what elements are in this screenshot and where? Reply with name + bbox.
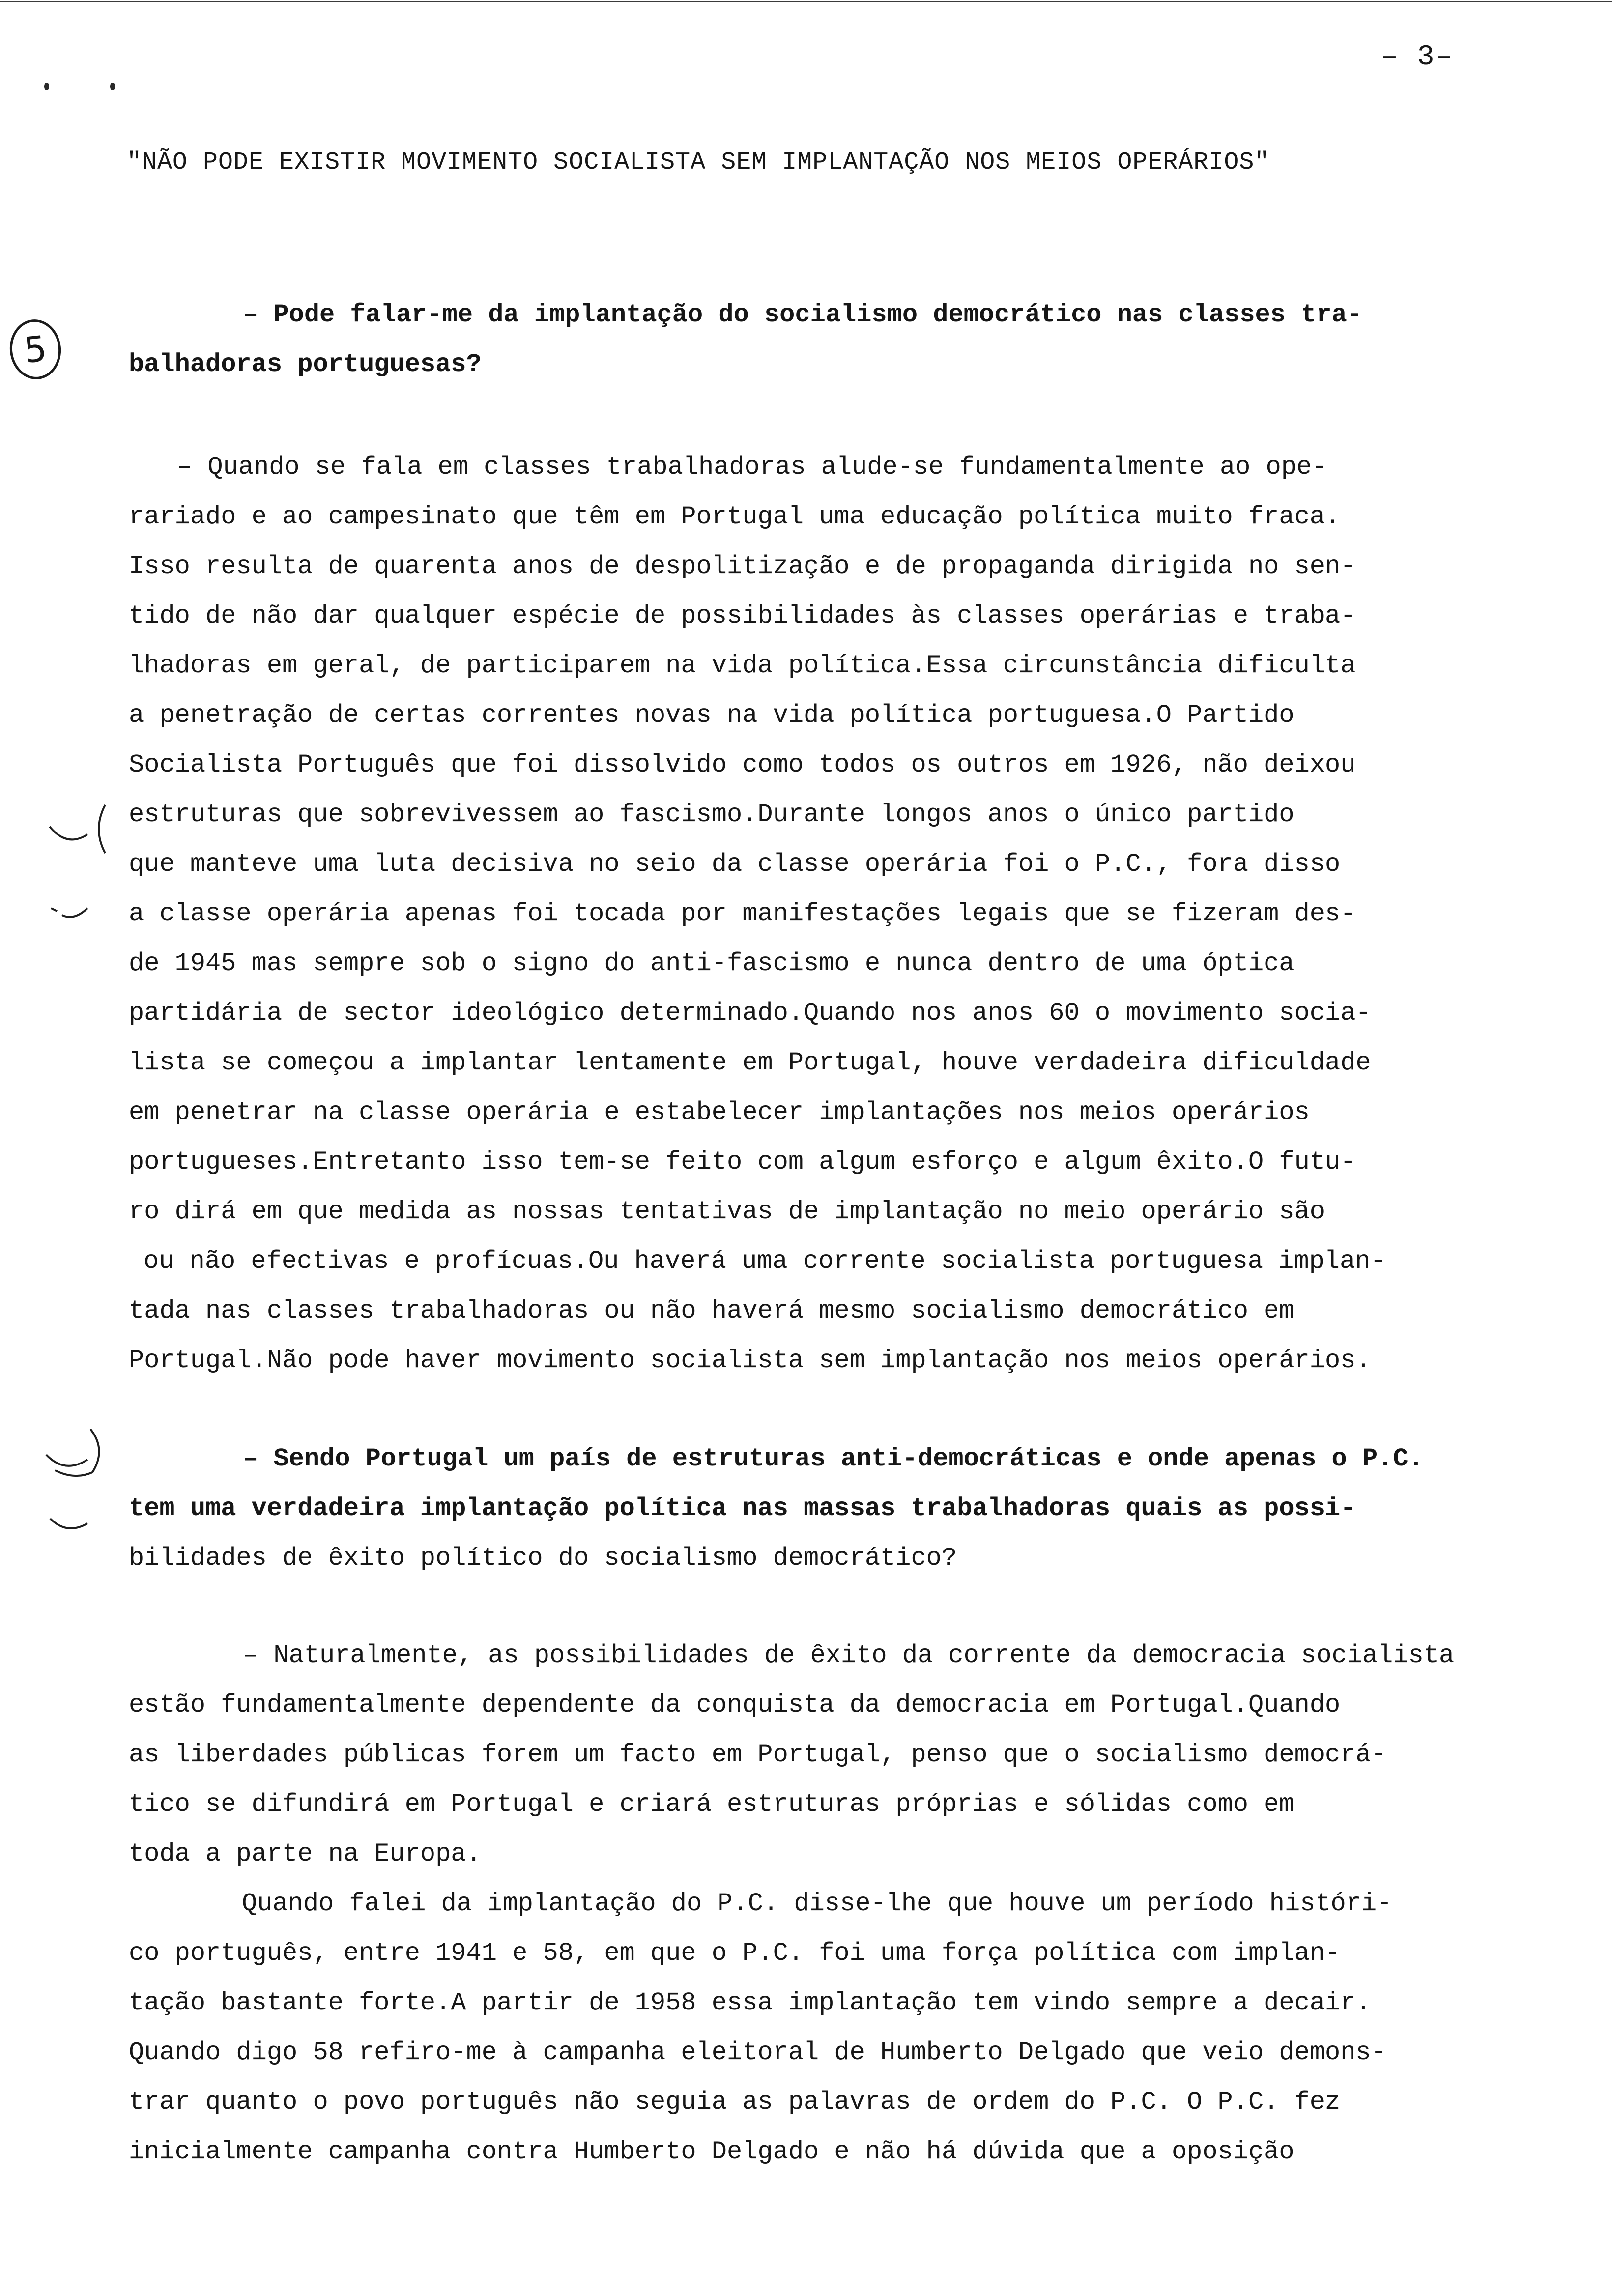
interview-answer	[129, 442, 1579, 1385]
text-line: portugueses.Entretanto isso tem-se feito com algum esforço e algum êxito.O futu-	[129, 1148, 1356, 1177]
text-line: Quando digo 58 refiro-me à campanha eleitoral de Humberto Delgado que veio demons-	[129, 2038, 1386, 2067]
text-line: – Pode falar-me da implantação do socialismo democrático nas classes tra-	[243, 300, 1362, 329]
margin-tick-mark	[47, 1514, 91, 1538]
text-line: Quando falei da implantação do P.C. disse-lhe que houve um período históri-	[242, 1889, 1392, 1918]
text-line: inicialmente campanha contra Humberto Delgado e não há dúvida que a oposição	[129, 2137, 1295, 2166]
page-title: "NÃO PODE EXISTIR MOVIMENTO SOCIALISTA SEM IMPLANTAÇÃO NOS MEIOS OPERÁRIOS"	[127, 148, 1270, 176]
interview-question	[129, 1434, 1579, 1583]
text-line: Isso resulta de quarenta anos de despolitização e de propaganda dirigida no sen-	[129, 552, 1356, 581]
text-line: – Sendo Portugal um país de estruturas anti-democráticas e onde apenas o P.C.	[243, 1444, 1424, 1473]
text-line: bilidades de êxito político do socialismo democrático?	[129, 1544, 957, 1573]
text-line: tido de não dar qualquer espécie de possibilidades às classes operárias e traba-	[129, 602, 1356, 631]
punch-mark	[44, 83, 49, 90]
text-line: em penetrar na classe operária e estabelecer implantações nos meios operários	[129, 1098, 1310, 1127]
text-line: Portugal.Não pode haver movimento socialista sem implantação nos meios operários.	[129, 1346, 1371, 1375]
margin-tick-mark	[47, 904, 91, 924]
text-line: lhadoras em geral, de participarem na vida política.Essa circunstância dificulta	[129, 651, 1356, 680]
text-line: de 1945 mas sempre sob o signo do anti-fascismo e nunca dentro de uma óptica	[129, 949, 1295, 978]
text-line: ro dirá em que medida as nossas tentativas de implantação no meio operário são	[129, 1197, 1325, 1226]
text-line: a classe operária apenas foi tocada por manifestações legais que se fizeram des-	[129, 899, 1356, 928]
text-line: tada nas classes trabalhadoras ou não haverá mesmo socialismo democrático em	[129, 1296, 1295, 1325]
margin-tick-mark	[47, 821, 91, 850]
punch-mark	[110, 83, 115, 90]
text-line: as liberdades públicas forem um facto em Portugal, penso que o socialismo democrá-	[129, 1740, 1386, 1769]
text-line: trar quanto o povo português não seguia as palavras de ordem do P.C. O P.C. fez	[129, 2088, 1341, 2117]
page-number: – 3–	[1381, 41, 1454, 73]
text-line: partidária de sector ideológico determinado.Quando nos anos 60 o movimento socia-	[129, 999, 1371, 1028]
text-line: – Quando se fala em classes trabalhadoras alude-se fundamentalmente ao ope-	[177, 453, 1327, 482]
text-line: co português, entre 1941 e 58, em que o P.C. foi uma força política com implan-	[129, 1939, 1341, 1968]
text-line: tem uma verdadeira implantação política nas massas trabalhadoras quais as possi-	[129, 1494, 1356, 1523]
text-line: que manteve uma luta decisiva no seio da classe operária foi o P.C., fora disso	[129, 850, 1341, 879]
text-line: ou não efectivas e profícuas.Ou haverá uma corrente socialista portuguesa implan-	[144, 1247, 1386, 1276]
margin-bracket-mark	[40, 1425, 109, 1484]
text-line: tico se difundirá em Portugal e criará estruturas próprias e sólidas como em	[129, 1790, 1295, 1819]
top-border-line	[0, 1, 1612, 2]
text-line: lista se começou a implantar lentamente em Portugal, houve verdadeira dificuldade	[129, 1048, 1371, 1077]
interview-question	[129, 290, 1579, 389]
text-line: balhadoras portuguesas?	[129, 350, 482, 379]
text-line: – Naturalmente, as possibilidades de êxito da corrente da democracia socialista	[243, 1641, 1455, 1670]
circled-number-annotation: 5	[7, 317, 64, 382]
text-line: Socialista Português que foi dissolvido como todos os outros em 1926, não deixou	[129, 750, 1356, 779]
text-line: tação bastante forte.A partir de 1958 essa implantação tem vindo sempre a decair.	[129, 1988, 1371, 2017]
text-line: estão fundamentalmente dependente da conquista da democracia em Portugal.Quando	[129, 1691, 1341, 1720]
interview-answer	[129, 1631, 1579, 2177]
margin-bracket-mark	[89, 802, 109, 856]
text-line: toda a parte na Europa.	[129, 1839, 482, 1868]
text-line: a penetração de certas correntes novas na vida política portuguesa.O Partido	[129, 701, 1295, 730]
text-line: estruturas que sobrevivessem ao fascismo.Durante longos anos o único partido	[129, 800, 1295, 829]
text-line: rariado e ao campesinato que têm em Portugal uma educação política muito fraca.	[129, 502, 1341, 531]
